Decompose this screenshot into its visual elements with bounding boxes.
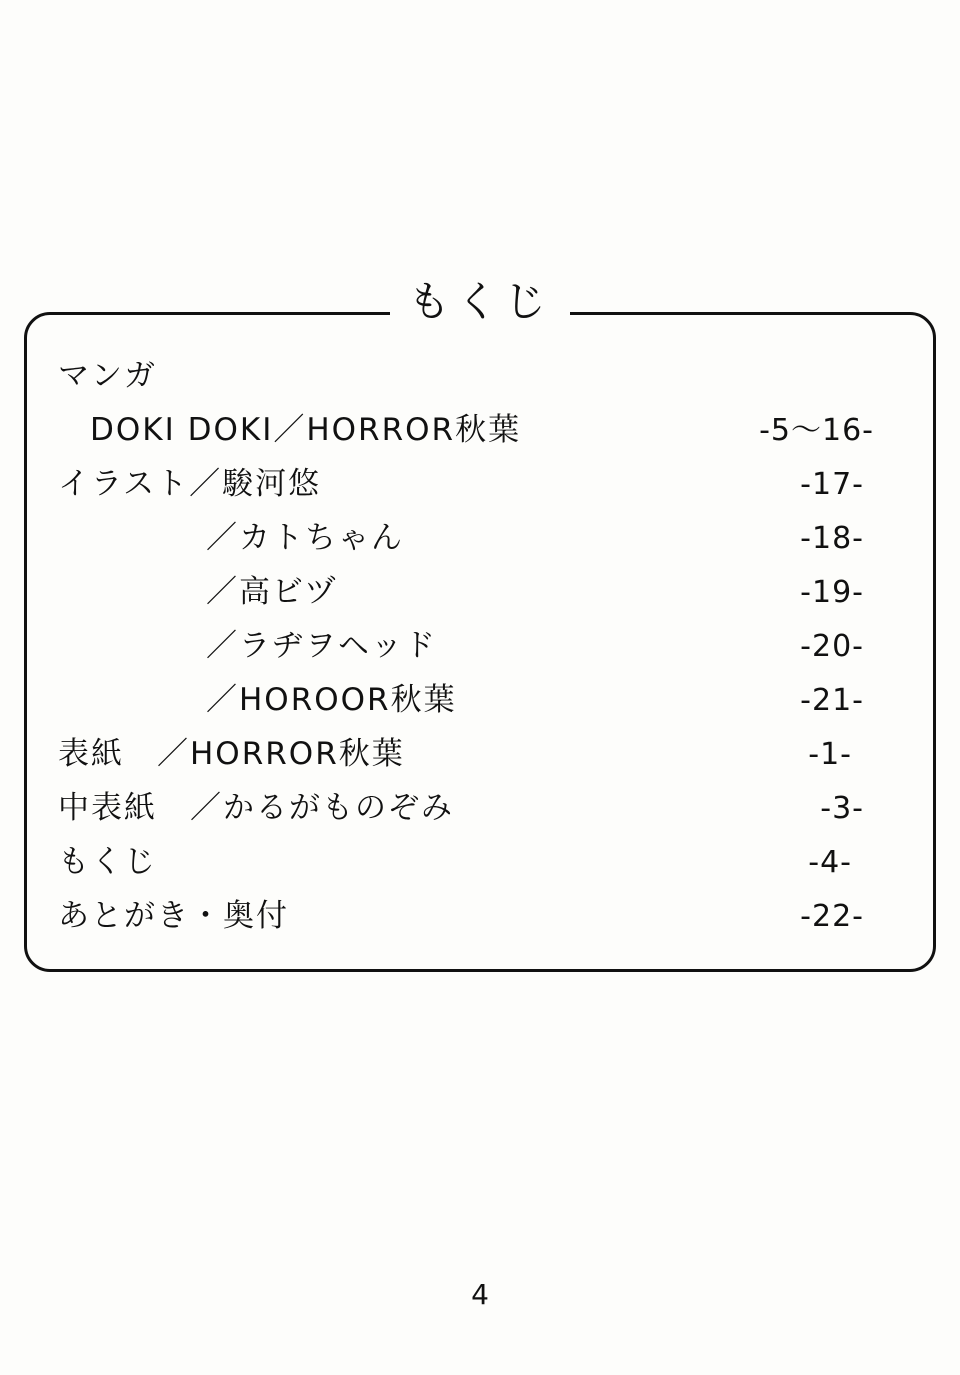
list-item <box>58 458 880 512</box>
list-item <box>58 566 880 620</box>
list-item <box>58 836 880 890</box>
toc-entry-page: -21- <box>800 683 864 718</box>
folio-page-number: 4 <box>471 1278 489 1311</box>
list-item <box>58 890 880 944</box>
toc-entry-label: ／高ビヅ <box>206 574 338 610</box>
toc-entry-label: あとがき・奥付 <box>58 898 289 934</box>
toc-entry-page: -18- <box>800 521 864 556</box>
toc-entry-page: -1- <box>808 737 852 772</box>
toc-entry-page: -3- <box>820 791 864 826</box>
toc-entry-page: -4- <box>808 845 852 880</box>
list-item <box>58 674 880 728</box>
list-item <box>58 728 880 782</box>
toc-entry-page: -20- <box>800 629 864 664</box>
list-item <box>58 512 880 566</box>
toc-entry-label: 中表紙 ／かるがものぞみ <box>58 790 454 826</box>
toc-entry-label: もくじ <box>58 844 157 880</box>
toc-entry-label: マンガ <box>58 358 157 394</box>
toc-list <box>24 312 936 972</box>
toc-entry-label: ／HOROOR秋葉 <box>206 682 457 718</box>
list-item <box>58 404 880 458</box>
toc-entry-label: イラスト／駿河悠 <box>58 466 322 502</box>
toc-entry-label: ／ラヂヲヘッド <box>206 628 437 664</box>
page-title: もくじ <box>390 281 570 323</box>
list-item <box>58 350 880 404</box>
toc-entry-page: -22- <box>800 899 864 934</box>
toc-entry-label: 表紙 ／HORROR秋葉 <box>58 736 405 772</box>
toc-entry-page: -19- <box>800 575 864 610</box>
toc-entry-page: -5〜16- <box>759 413 874 448</box>
toc-entry-label: DOKI DOKI／HORROR秋葉 <box>90 412 522 448</box>
list-item <box>58 620 880 674</box>
toc-entry-page: -17- <box>800 467 864 502</box>
toc-entry-label: ／カトちゃん <box>206 520 404 556</box>
list-item <box>58 782 880 836</box>
